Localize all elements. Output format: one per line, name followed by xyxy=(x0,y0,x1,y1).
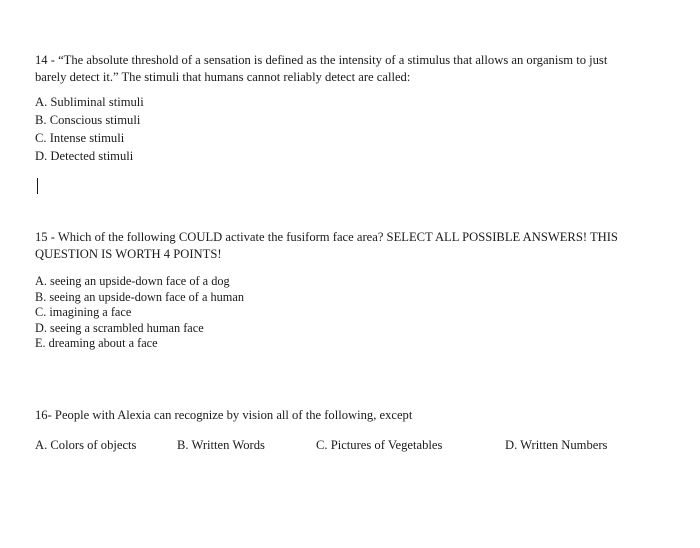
question-14-line-2: barely detect it.” The stimuli that humans cannot reliably detect are called: xyxy=(35,70,411,84)
option-c[interactable]: C. Intense stimuli xyxy=(35,131,125,145)
option-b[interactable]: B. Conscious stimuli xyxy=(35,113,141,127)
option-a[interactable]: A. seeing an upside-down face of a dog xyxy=(35,274,230,288)
question-16-text: 16- People with Alexia can recognize by vision all of the following, except xyxy=(35,408,413,422)
option-d[interactable]: D. seeing a scrambled human face xyxy=(35,320,204,335)
option-c[interactable]: C. Pictures of Vegetables xyxy=(316,438,443,452)
option-a[interactable]: A. Subliminal stimuli xyxy=(35,95,144,109)
question-14-options xyxy=(35,93,144,165)
question-15-line-2: QUESTION IS WORTH 4 POINTS! xyxy=(35,247,222,261)
question-15-options xyxy=(35,274,244,352)
question-15-line-1: 15 - Which of the following COULD activate the fusiform face area? SELECT ALL POSSIBLE ANSWERS! THIS xyxy=(35,230,618,244)
option-d[interactable]: D. Written Numbers xyxy=(505,438,608,452)
option-b[interactable]: B. seeing an upside-down face of a human xyxy=(35,289,244,304)
option-b[interactable]: B. Written Words xyxy=(177,438,265,452)
option-d[interactable]: D. Detected stimuli xyxy=(35,149,134,163)
text-cursor xyxy=(37,178,38,194)
question-14-line-1: 14 - “The absolute threshold of a sensation is defined as the intensity of a stimulus that allows an organism to just xyxy=(35,53,608,67)
option-e[interactable]: E. dreaming about a face xyxy=(35,336,158,350)
option-c[interactable]: C. imagining a face xyxy=(35,305,132,319)
option-a[interactable]: A. Colors of objects xyxy=(35,438,137,452)
